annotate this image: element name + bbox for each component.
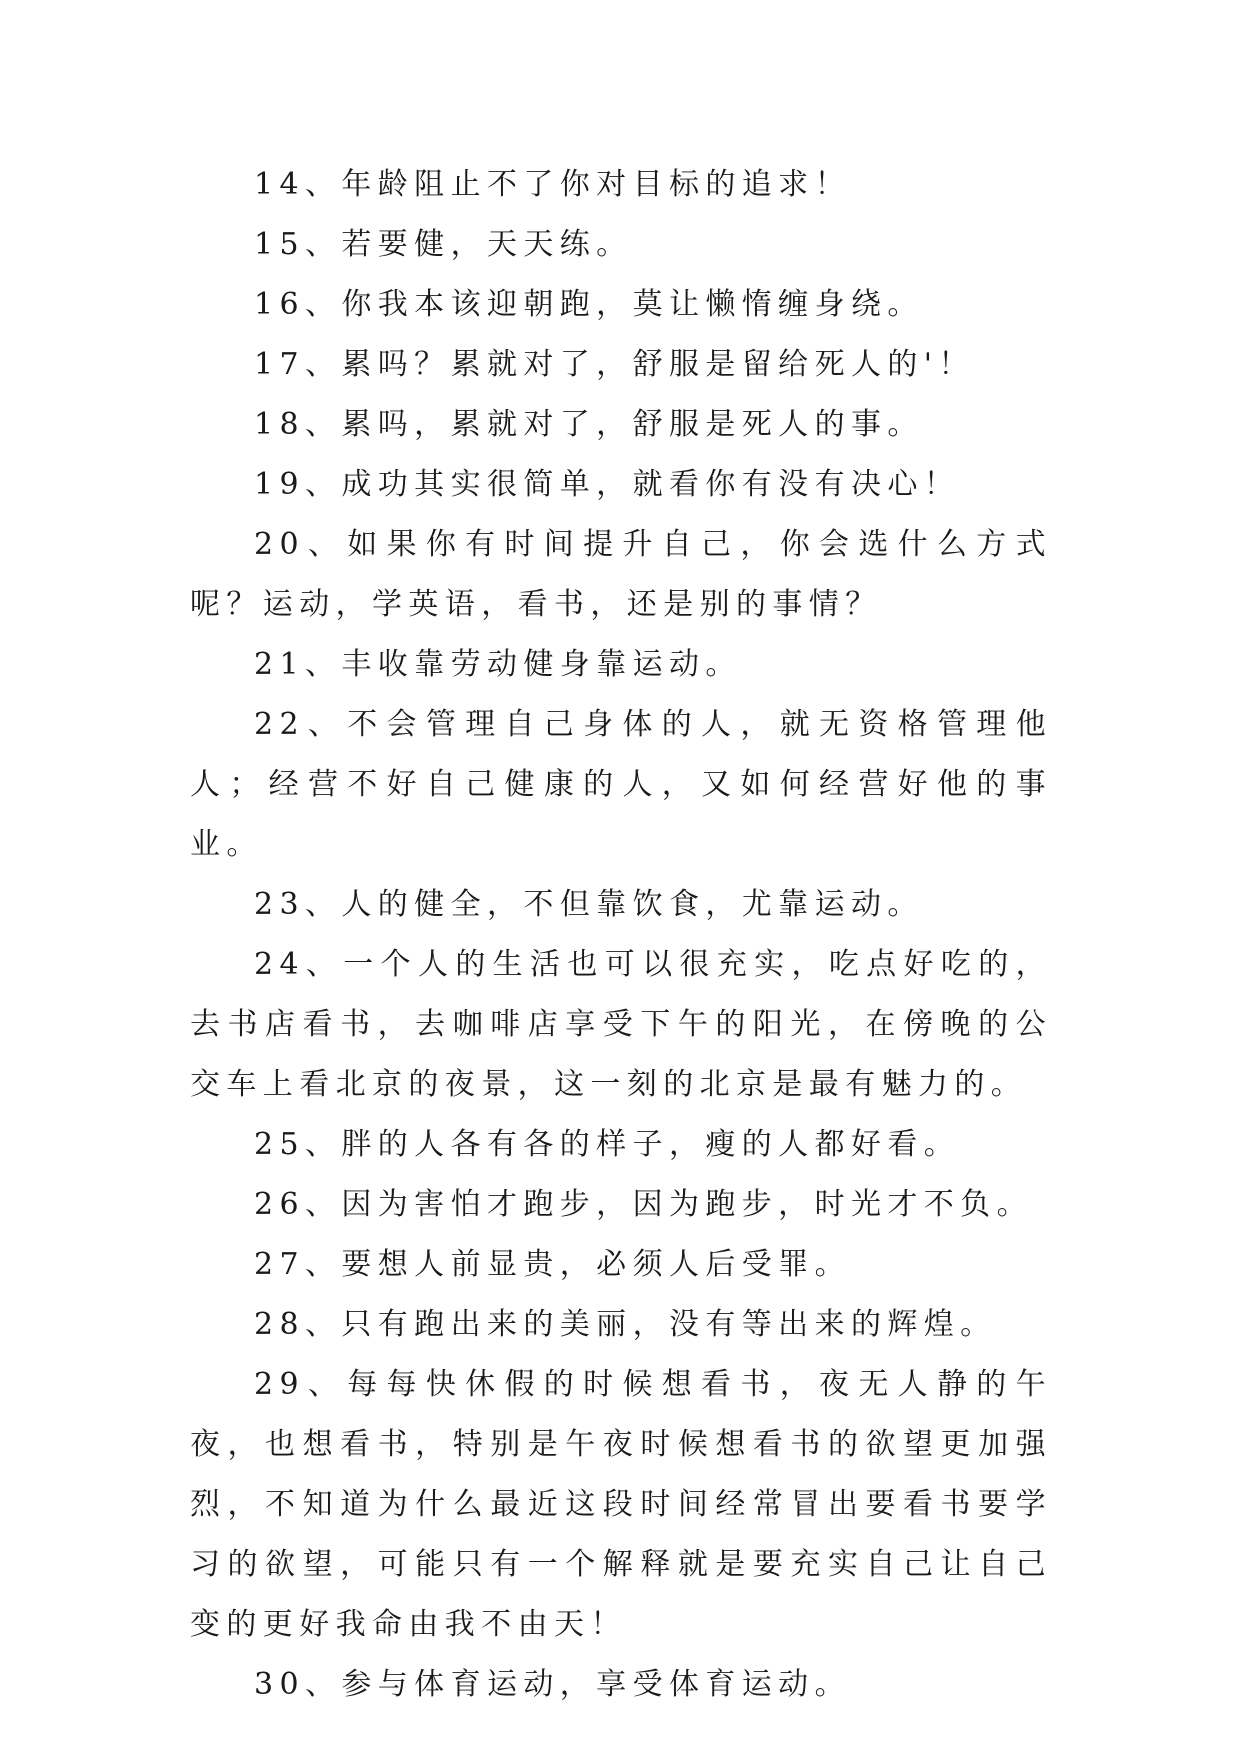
entry-28: 28、只有跑出来的美丽，没有等出来的辉煌。 xyxy=(254,1307,997,1342)
entry-21: 21、丰收靠劳动健身靠运动。 xyxy=(254,647,742,682)
entry-29: 29、每每快休假的时候想看书，夜无人静的午夜，也想看书，特别是午夜时候想看书的欲望更加强烈，不知道为什么最近这段时间经常冒出要看书要学习的欲望，可能只有一个解释就是要充实自己让自己变的更好我命由我不由天！ xyxy=(190,1367,1052,1642)
document-body xyxy=(190,155,1052,1715)
entry-19: 19、成功其实很简单，就看你有没有决心！ xyxy=(254,467,961,502)
entry-26: 26、因为害怕才跑步，因为跑步，时光才不负。 xyxy=(254,1187,1033,1222)
entry-17: 17、累吗？累就对了，舒服是留给死人的'！ xyxy=(254,347,975,382)
entry-27: 27、要想人前显贵，必须人后受罪。 xyxy=(254,1247,851,1282)
entry-18: 18、累吗，累就对了，舒服是死人的事。 xyxy=(254,407,924,442)
entry-15: 15、若要健，天天练。 xyxy=(254,227,633,262)
entry-20: 20、如果你有时间提升自己，你会选什么方式呢？运动，学英语，看书，还是别的事情？ xyxy=(190,527,1052,622)
entry-14: 14、年龄阻止不了你对目标的追求！ xyxy=(254,167,851,202)
entry-23: 23、人的健全，不但靠饮食，尤靠运动。 xyxy=(254,887,924,922)
entry-16: 16、你我本该迎朝跑，莫让懒惰缠身绕。 xyxy=(254,287,924,322)
entry-30: 30、参与体育运动，享受体育运动。 xyxy=(254,1667,851,1702)
entry-25: 25、胖的人各有各的样子，瘦的人都好看。 xyxy=(254,1127,961,1162)
entry-24: 24、一个人的生活也可以很充实，吃点好吃的，去书店看书，去咖啡店享受下午的阳光，在傍晚的公交车上看北京的夜景，这一刻的北京是最有魅力的。 xyxy=(190,947,1052,1102)
entry-22: 22、不会管理自己身体的人，就无资格管理他人；经营不好自己健康的人，又如何经营好他的事业。 xyxy=(190,707,1052,862)
